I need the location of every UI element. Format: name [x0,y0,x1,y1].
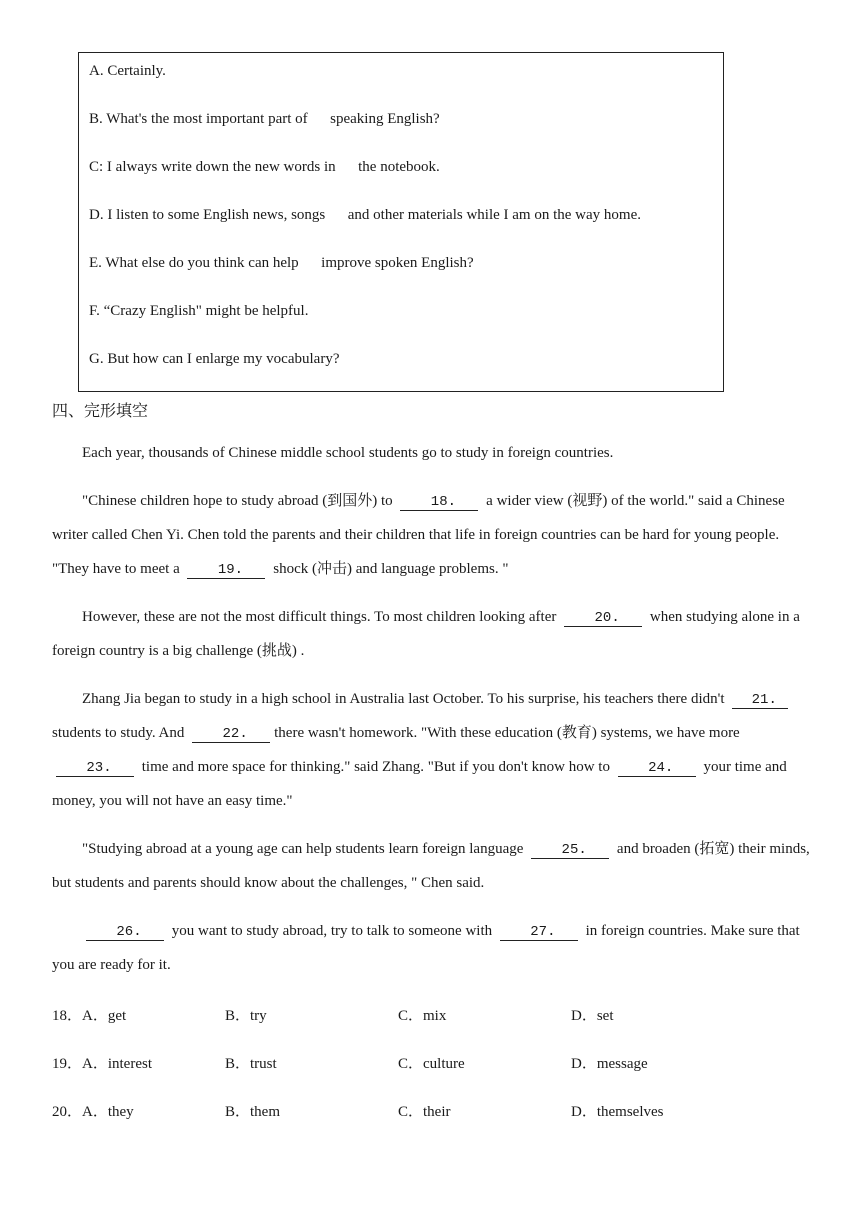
question-19-option-b[interactable]: B．trust [225,1056,277,1072]
paragraph-5-text-a: "Studying abroad at a young age can help students learn foreign language [82,841,524,857]
blank-25[interactable]: 25. [531,842,609,859]
option-c: C: I always write down the new words in the notebook. [89,159,440,175]
blank-27[interactable]: 27. [500,924,578,941]
paragraph-4-text-e: your time and money, you will not have an easy time." [52,759,787,809]
question-19-option-c[interactable]: C．culture [398,1056,465,1072]
blank-22[interactable]: 22. [192,726,270,743]
paragraph-4-text-c: there wasn't homework. "With these education (教育) systems, we have more [274,725,740,741]
paragraph-4 [52,682,810,818]
option-d: D. I listen to some English news, songs and other materials while I am on the way home. [89,207,641,223]
section-heading: 四、完形填空 [52,401,149,420]
options-box [78,52,724,392]
question-18-option-c[interactable]: C．mix [398,1008,447,1024]
paragraph-4-text-b: students to study. And [52,725,185,741]
question-20-option-c[interactable]: C．their [398,1104,451,1120]
question-18-option-a[interactable]: 18．A．get [52,1008,127,1024]
paragraph-1-text: Each year, thousands of Chinese middle school students go to study in foreign countries. [82,445,614,461]
blank-20[interactable]: 20. [564,610,642,627]
blank-18[interactable]: 18. [400,494,478,511]
paragraph-5-text-b: and broaden (拓宽) their minds, but students and parents should know about the challenges, " Chen said. [52,841,810,891]
paragraph-4-text-a: Zhang Jia began to study in a high school in Australia last October. To his surprise, his teachers there didn't [82,691,725,707]
paragraph-2-text-a: "Chinese children hope to study abroad (到国外) to [82,493,393,509]
question-20-option-a[interactable]: 20．A．they [52,1104,134,1120]
paragraph-5 [52,832,810,900]
question-20-option-d[interactable]: D．themselves [571,1104,664,1120]
paragraph-3-text-b: when studying alone in a foreign country is a big challenge (挑战) . [52,609,800,659]
paragraph-6-text-b: in foreign countries. Make sure that you are ready for it. [52,923,800,973]
paragraph-3 [52,600,810,668]
paragraph-2 [52,484,810,586]
paragraph-1 [52,436,810,470]
paragraph-2-text-b: a wider view (视野) of the world." said a Chinese writer called Chen Yi. Chen told the parents and their children that life in foreign countries can be hard for young people. "They have to meet a [52,493,785,577]
blank-21[interactable]: 21. [732,692,788,709]
question-18-option-d[interactable]: D．set [571,1008,614,1024]
paragraph-6 [52,914,810,982]
question-19-option-d[interactable]: D．message [571,1056,648,1072]
option-b: B. What's the most important part of speaking English? [89,111,440,127]
option-f: F. “Crazy English" might be helpful. [89,303,309,319]
blank-23[interactable]: 23. [56,760,134,777]
blank-19[interactable]: 19. [187,562,265,579]
paragraph-2-text-c: shock (冲击) and language problems. " [273,561,509,577]
paragraph-6-text-a: you want to study abroad, try to talk to someone with [171,923,493,939]
option-g: G. But how can I enlarge my vocabulary? [89,351,340,367]
blank-26[interactable]: 26. [86,924,164,941]
question-19-option-a[interactable]: 19．A．interest [52,1056,152,1072]
paragraph-4-text-d: time and more space for thinking." said Zhang. "But if you don't know how to [141,759,610,775]
blank-24[interactable]: 24. [618,760,696,777]
option-a: A. Certainly. [89,63,166,79]
paragraph-3-text-a: However, these are not the most difficult things. To most children looking after [82,609,557,625]
question-20-option-b[interactable]: B．them [225,1104,280,1120]
option-e: E. What else do you think can help improve spoken English? [89,255,474,271]
question-18-option-b[interactable]: B．try [225,1008,267,1024]
